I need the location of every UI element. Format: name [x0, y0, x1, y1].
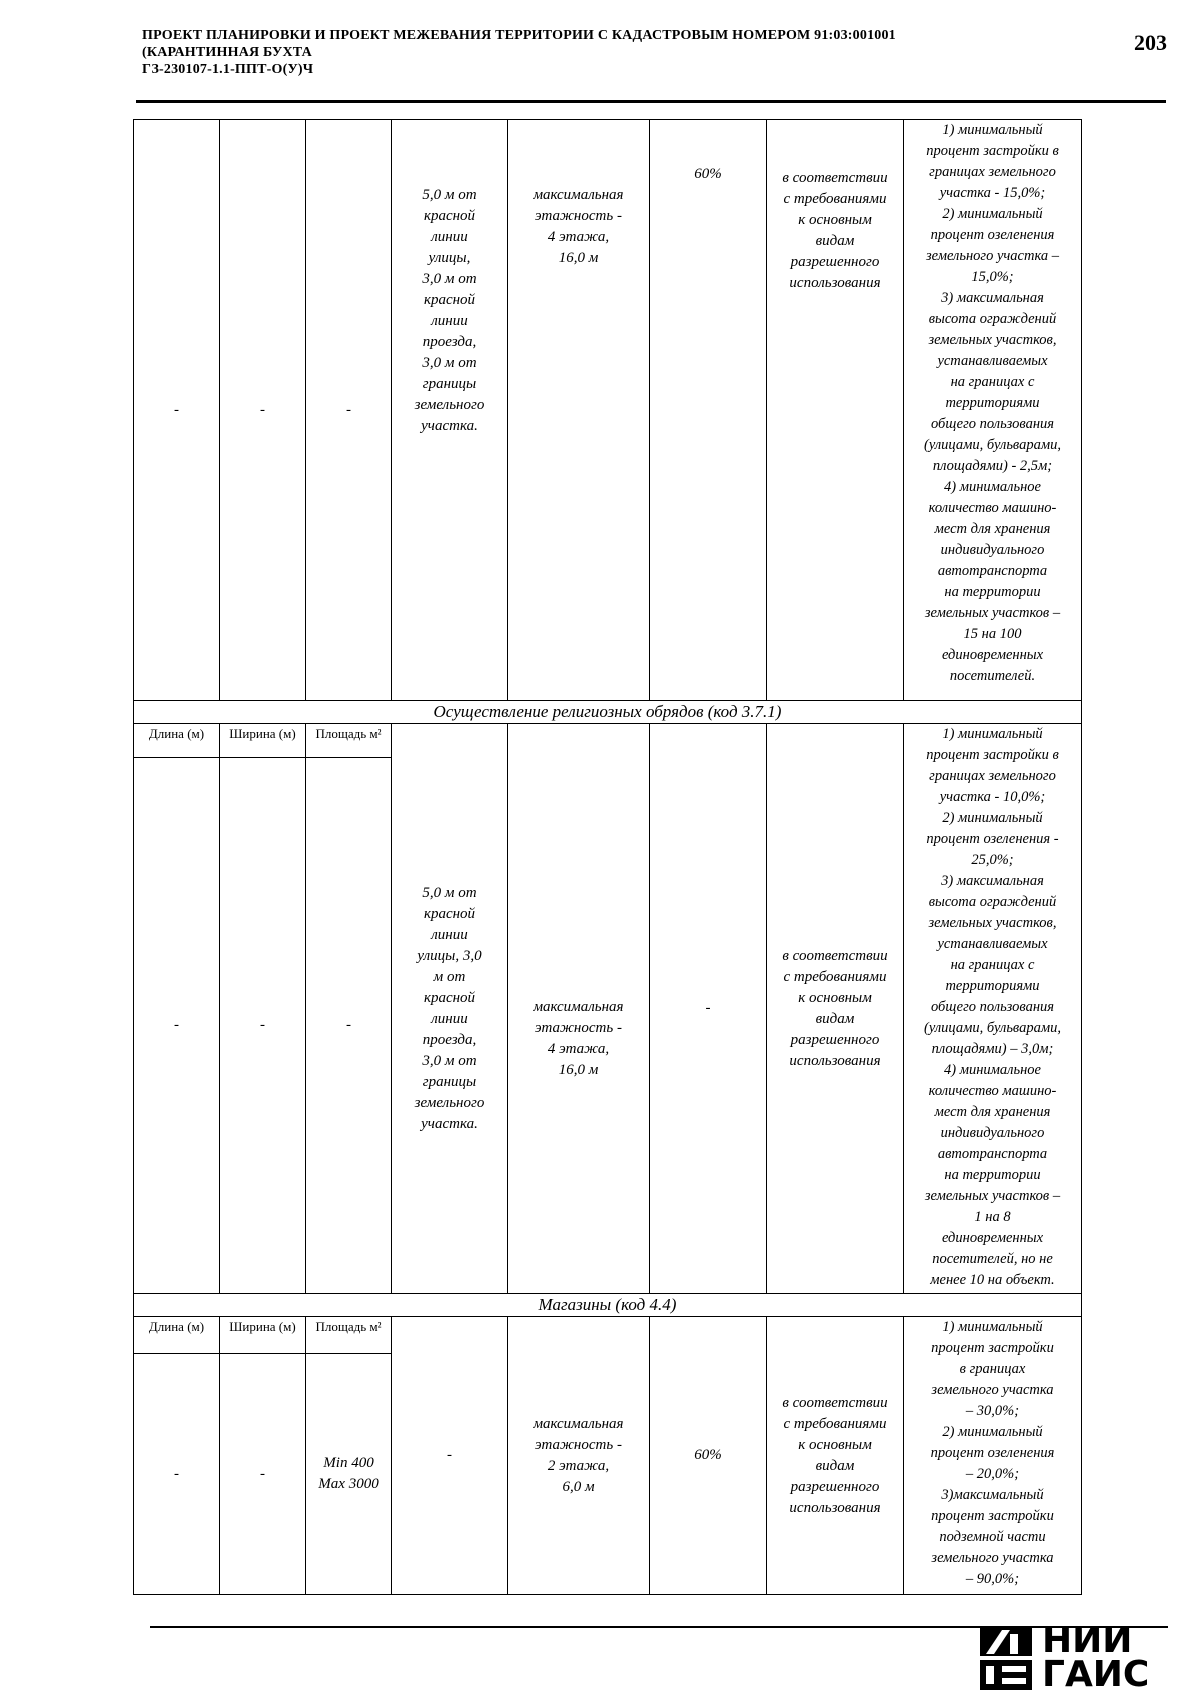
block1-length: - [134, 120, 220, 701]
block3-conditions: 1) минимальный процент застройки в границах земельного участка – 30,0%; 2) минимальный процент озеленения – 20,0%; 3)максимальный процент застройки подземной части земельного участка – 90,0%; [904, 1317, 1082, 1595]
block1-height: максимальная этажность - 4 этажа, 16,0 м [508, 120, 650, 701]
block1-coverage: 60% [650, 120, 767, 701]
block1-area: - [306, 120, 392, 701]
block2-conditions: 1) минимальный процент застройки в границах земельного участка - 10,0%; 2) минимальный процент озеленения - 25,0%; 3) максимальная высота ограждений земельных участков, устанавливаемых на границах с территориями общего пользования (улицами, бульварами, площадями) – 3,0м; 4) минимальное количество машино- мест для хранения индивидуального автотранспорта на территории земельных участков – 1 на 8 единовременных посетителей, но не менее 10 на объект. [904, 724, 1082, 1294]
block3-col-length: Длина (м) [134, 1317, 220, 1354]
block2-height: максимальная этажность - 4 этажа, 16,0 м [508, 724, 650, 1294]
document-header [142, 27, 1102, 78]
logo-text-gais: ГАИС [1042, 1654, 1150, 1695]
header-rule [136, 100, 1166, 103]
block2-col-area: Площадь м² [306, 724, 392, 758]
logo-text-nii: НИИ [1042, 1620, 1133, 1661]
header-title-line1: ПРОЕКТ ПЛАНИРОВКИ И ПРОЕКТ МЕЖЕВАНИЯ ТЕРРИТОРИИ С КАДАСТРОВЫМ НОМЕРОМ 91:03:001001 [142, 28, 896, 43]
block1-width: - [220, 120, 306, 701]
block2-section-row [134, 701, 1082, 724]
block2-area: - [306, 758, 392, 1294]
block3-coverage: 60% [650, 1317, 767, 1595]
block3-section-title: Магазины (код 4.4) [134, 1294, 1082, 1317]
block2-coverage: - [650, 724, 767, 1294]
page-number: 203 [1134, 30, 1167, 55]
block2-header-row [134, 724, 1082, 758]
gais-mark-icon [980, 1626, 1032, 1690]
block2-col-width: Ширина (м) [220, 724, 306, 758]
header-doc-code: ГЗ-230107-1.1-ППТ-О(У)Ч [142, 62, 314, 77]
block3-col-area: Площадь м² [306, 1317, 392, 1354]
block2-requirements: в соответствии с требованиями к основным видам разрешенного использования [767, 724, 904, 1294]
block1-requirements: в соответствии с требованиями к основным видам разрешенного использования [767, 120, 904, 701]
block1-conditions: 1) минимальный процент застройки в границах земельного участка - 15,0%; 2) минимальный процент озеленения земельного участка – 15,0%; 3) максимальная высота ограждений земельных участков, устанавливаемых на границах с территориями общего пользования (улицами, бульварами, площадями) - 2,5м; 4) минимальное количество машино- мест для хранения индивидуального автотранспорта на территории земельных участков – 15 на 100 единовременных посетителей. [904, 120, 1082, 701]
block3-col-width: Ширина (м) [220, 1317, 306, 1354]
header-title-line2: (КАРАНТИННАЯ БУХТА [142, 45, 312, 60]
block3-height: максимальная этажность - 2 этажа, 6,0 м [508, 1317, 650, 1595]
block2-length: - [134, 758, 220, 1294]
block1-setbacks: 5,0 м от красной линии улицы, 3,0 м от красной линии проезда, 3,0 м от границы земельного участка. [392, 120, 508, 701]
block3-section-row [134, 1294, 1082, 1317]
block3-width: - [220, 1354, 306, 1595]
block3-area: Min 400 Max 3000 [306, 1354, 392, 1595]
block3-requirements: в соответствии с требованиями к основным видам разрешенного использования [767, 1317, 904, 1595]
block2-setbacks: 5,0 м от красной линии улицы, 3,0 м от красной линии проезда, 3,0 м от границы земельного участка. [392, 724, 508, 1294]
block2-section-title: Осуществление религиозных обрядов (код 3.7.1) [134, 701, 1082, 724]
block3-header-row [134, 1317, 1082, 1354]
block3-length: - [134, 1354, 220, 1595]
regulations-table [133, 119, 1082, 1595]
block2-col-length: Длина (м) [134, 724, 220, 758]
block1-row [134, 120, 1082, 701]
block3-setbacks: - [392, 1317, 508, 1595]
block2-width: - [220, 758, 306, 1294]
nii-gais-logo [980, 1622, 1170, 1696]
